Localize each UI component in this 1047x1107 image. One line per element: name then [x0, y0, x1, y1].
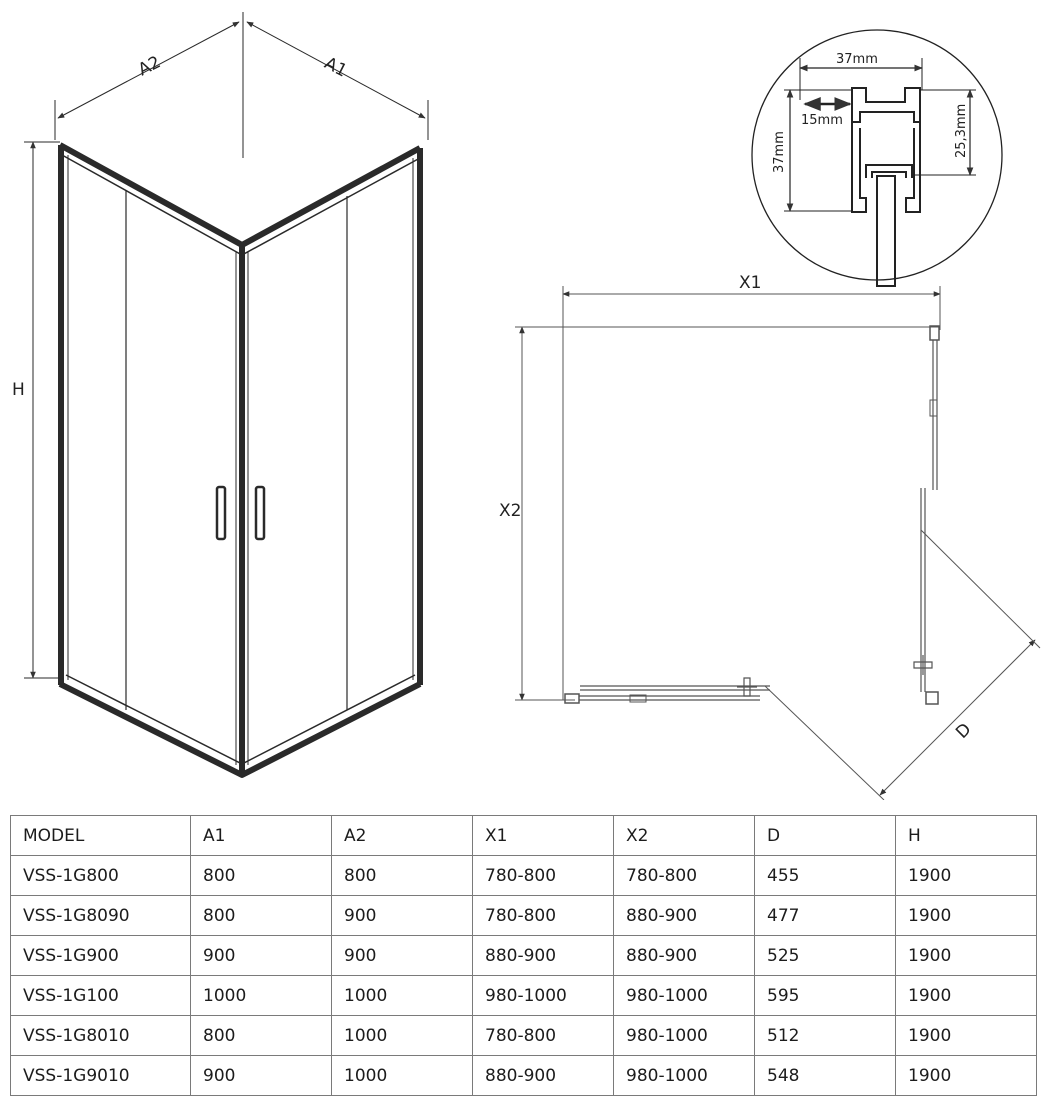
corner-post-bottom-right	[926, 692, 938, 704]
table-cell: 880-900	[614, 936, 755, 976]
table-cell: 1900	[896, 1056, 1037, 1096]
table-cell: 1900	[896, 856, 1037, 896]
table-cell: 1900	[896, 936, 1037, 976]
table-row	[11, 896, 1037, 936]
profile-section	[852, 88, 920, 122]
glass-panel	[877, 176, 895, 286]
table-cell: VSS-1G8090	[11, 896, 191, 936]
table-row	[11, 976, 1037, 1016]
table-cell: 780-800	[473, 856, 614, 896]
table-cell: VSS-1G9010	[11, 1056, 191, 1096]
table-cell: 980-1000	[614, 1016, 755, 1056]
bottom-door-handle	[737, 678, 757, 696]
table-cell: 800	[332, 856, 473, 896]
table-cell: VSS-1G900	[11, 936, 191, 976]
detail-height-label: 37mm	[772, 131, 787, 173]
a2-label: A2	[135, 52, 165, 81]
isometric-view	[24, 12, 428, 775]
table-cell: 800	[191, 856, 332, 896]
header-cell-d: D	[755, 816, 896, 856]
header-cell-model: MODEL	[11, 816, 191, 856]
right-handle	[256, 487, 264, 539]
table-cell: VSS-1G8010	[11, 1016, 191, 1056]
table-cell: 1000	[332, 1056, 473, 1096]
h-label: H	[12, 380, 25, 400]
table-cell: 880-900	[614, 896, 755, 936]
table-cell: 800	[191, 896, 332, 936]
table-cell: 1900	[896, 976, 1037, 1016]
top-frame	[60, 145, 420, 245]
table-cell: 512	[755, 1016, 896, 1056]
table-cell: 1000	[332, 1016, 473, 1056]
x1-label: X1	[739, 273, 762, 293]
header-cell-h: H	[896, 816, 1037, 856]
d-ext-bottom	[765, 686, 884, 800]
corner-post-top-right	[930, 326, 939, 340]
detail-width-label: 37mm	[836, 52, 878, 67]
model-spec-table	[10, 815, 1037, 1096]
table-cell: 900	[332, 896, 473, 936]
table-cell: 525	[755, 936, 896, 976]
top-frame-inner	[62, 155, 420, 255]
table-cell: 900	[191, 1056, 332, 1096]
table-cell: 780-800	[473, 896, 614, 936]
table-cell: 548	[755, 1056, 896, 1096]
table-cell: 980-1000	[614, 1056, 755, 1096]
table-cell: 780-800	[614, 856, 755, 896]
table-cell: VSS-1G800	[11, 856, 191, 896]
table-cell: 595	[755, 976, 896, 1016]
corner-post-bottom-left	[565, 694, 579, 703]
table-cell: 980-1000	[473, 976, 614, 1016]
d-dimension-line	[880, 640, 1035, 795]
table-cell: 780-800	[473, 1016, 614, 1056]
d-ext-right	[921, 530, 1040, 648]
d-label: D	[952, 719, 976, 743]
table-cell: 880-900	[473, 1056, 614, 1096]
table-row	[11, 1056, 1037, 1096]
profile-lower-section	[852, 122, 920, 212]
x2-label: X2	[499, 501, 522, 521]
left-handle	[217, 487, 225, 539]
table-cell: 880-900	[473, 936, 614, 976]
table-row	[11, 1016, 1037, 1056]
table-cell: 477	[755, 896, 896, 936]
table-header-row	[11, 816, 1037, 856]
table-cell: 980-1000	[614, 976, 755, 1016]
table-row	[11, 936, 1037, 976]
table-row	[11, 856, 1037, 896]
detail-gap-label: 15mm	[801, 113, 843, 128]
detail-depth-label: 25,3mm	[954, 103, 969, 158]
header-cell-a1: A1	[191, 816, 332, 856]
header-cell-a2: A2	[332, 816, 473, 856]
table-cell: 1900	[896, 1016, 1037, 1056]
table-cell: 800	[191, 1016, 332, 1056]
table-cell: 1000	[191, 976, 332, 1016]
table-cell: VSS-1G100	[11, 976, 191, 1016]
a1-label: A1	[321, 53, 351, 82]
table-cell: 1900	[896, 896, 1037, 936]
table-cell: 1000	[332, 976, 473, 1016]
header-cell-x1: X1	[473, 816, 614, 856]
right-door-handle	[914, 655, 932, 675]
table-cell: 455	[755, 856, 896, 896]
table-cell: 900	[332, 936, 473, 976]
table-cell: 900	[191, 936, 332, 976]
header-cell-x2: X2	[614, 816, 755, 856]
